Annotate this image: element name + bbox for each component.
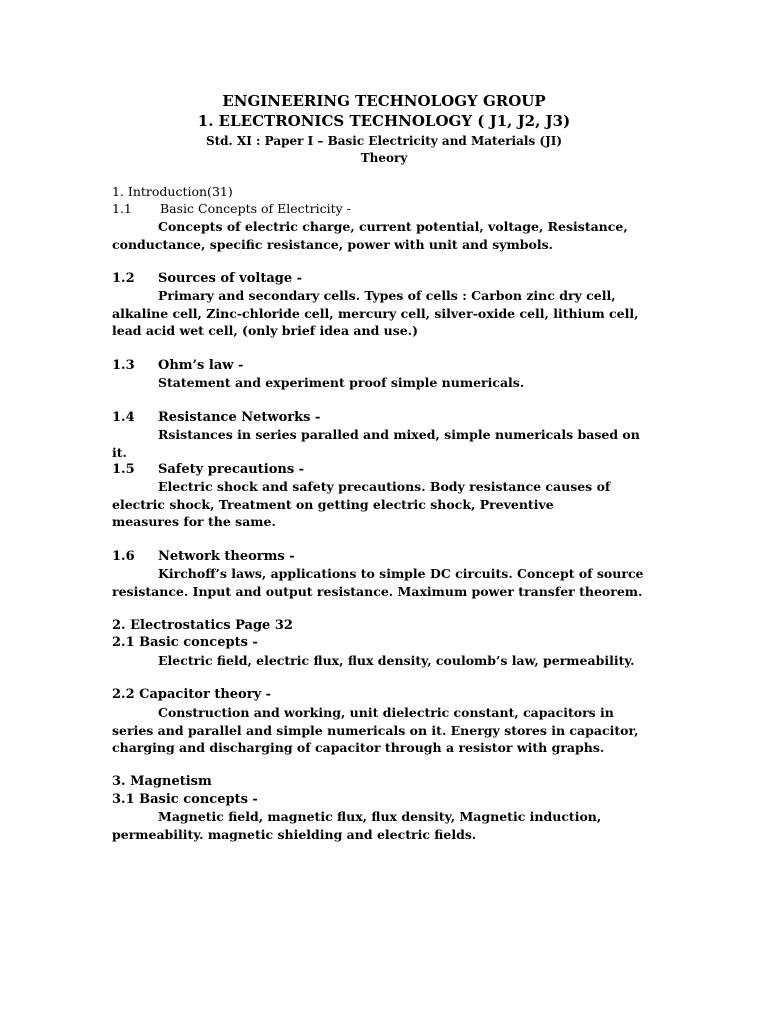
section-1-heading: 1. Introduction(31) <box>112 184 233 199</box>
section-1-1-body: Concepts of electric charge, current potential, voltage, Resistance, conductance, specific resistance, power with unit and symbols. <box>112 219 628 252</box>
section-1-2-title: Sources of voltage - <box>158 271 303 286</box>
section-1-1-number: 1.1 <box>112 201 132 216</box>
section-1-2-body: Primary and secondary cells. Types of cells : Carbon zinc dry cell, alkaline cell, Zinc-chloride cell, mercury cell, silver-oxide cell, lithium cell, lead acid wet cell, (only brief idea and use.) <box>112 288 639 338</box>
section-2-2-title: 2.2 Capacitor theory - <box>112 687 272 702</box>
group-title: ENGINEERING TECHNOLOGY GROUP <box>222 92 546 110</box>
section-3-1-body: Magnetic field, magnetic flux, flux density, Magnetic induction, permeability. magnetic shielding and electric fields. <box>112 809 602 842</box>
section-1-4-body: Rsistances in series paralled and mixed, simple numericals based on it. <box>112 427 640 460</box>
section-1-1-title: Basic Concepts of Electricity - <box>160 201 351 216</box>
section-1-3-body: Statement and experiment proof simple numericals. <box>158 375 525 390</box>
section-2-1-title: 2.1 Basic concepts - <box>112 635 258 650</box>
section-2-1-body: Electric field, electric flux, flux density, coulomb’s law, permeability. <box>158 653 635 668</box>
section-1-5-number: 1.5 <box>112 462 135 477</box>
section-1-6-number: 1.6 <box>112 549 135 564</box>
section-1-6-title: Network theorms - <box>158 549 295 564</box>
section-3-1-title: 3.1 Basic concepts - <box>112 792 258 807</box>
section-2-2-body: Construction and working, unit dielectric constant, capacitors in series and parallel and simple numericals on it. Energy stores in capacitor, charging and discharging of capacitor through a resistor with graphs. <box>112 705 639 755</box>
section-1-4-number: 1.4 <box>112 410 135 425</box>
course-title: 1. ELECTRONICS TECHNOLOGY ( J1, J2, J3) <box>197 112 571 130</box>
section-1-2-number: 1.2 <box>112 271 135 286</box>
section-1-6-body: Kirchoff’s laws, applications to simple DC circuits. Concept of source resistance. Input and output resistance. Maximum power transfer theorem. <box>112 566 644 599</box>
section-1-5-title: Safety precautions - <box>158 462 305 477</box>
section-1-5-body: Electric shock and safety precautions. Body resistance causes of electric shock, Treatment on getting electric shock, Preventive measures for the same. <box>112 479 611 529</box>
paper-title: Std. XI : Paper I – Basic Electricity and Materials (JI) <box>205 134 563 148</box>
section-1-3-title: Ohm’s law - <box>158 358 244 373</box>
section-3-heading: 3. Magnetism <box>112 774 212 789</box>
theory-label: Theory <box>360 151 408 165</box>
section-2-heading: 2. Electrostatics Page 32 <box>112 618 293 633</box>
section-1-3-number: 1.3 <box>112 358 135 373</box>
section-1-4-title: Resistance Networks - <box>158 410 321 425</box>
